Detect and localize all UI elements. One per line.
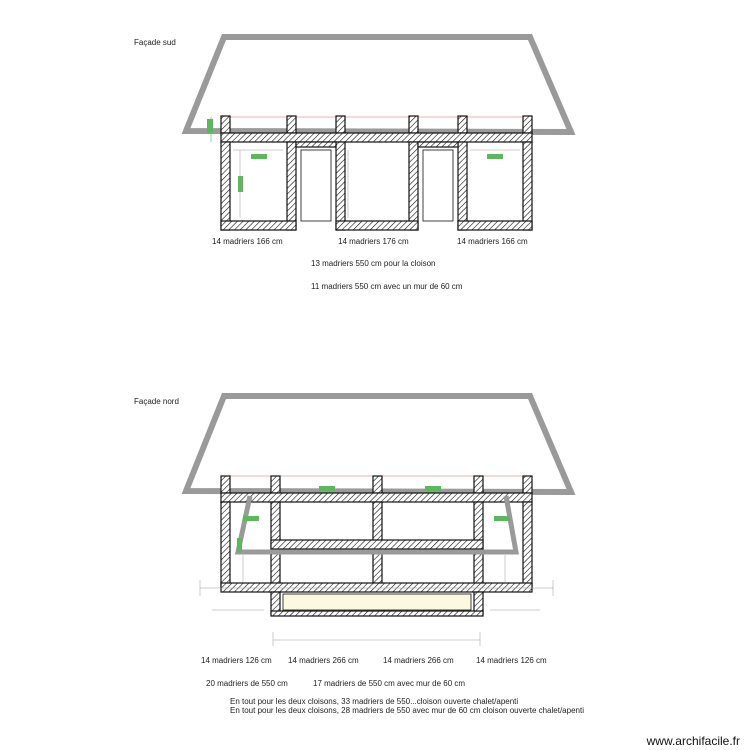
- south-openings: [301, 150, 453, 221]
- north-total-2: En tout pour les deux cloisons, 28 madriers de 550 avec mur de 60 cm cloison ouverte chalet/apenti: [230, 706, 584, 715]
- north-floor-area: [283, 594, 471, 610]
- north-title: Façade nord: [134, 397, 179, 406]
- south-note-2: 11 madriers 550 cm avec un mur de 60 cm: [311, 282, 463, 291]
- south-label-right: 14 madriers 166 cm: [457, 237, 528, 246]
- north-label-4: 14 madriers 126 cm: [476, 656, 547, 665]
- north-label-3: 14 madriers 266 cm: [383, 656, 454, 665]
- south-label-left: 14 madriers 166 cm: [212, 237, 283, 246]
- south-roof: [186, 37, 571, 132]
- south-facade: [186, 37, 571, 230]
- north-note-2: 17 madriers de 550 cm avec mur de 60 cm: [313, 679, 466, 688]
- north-label-2: 14 madriers 266 cm: [288, 656, 359, 665]
- south-title: Façade sud: [134, 38, 176, 47]
- south-note-1: 13 madriers 550 cm pour la cloison: [311, 259, 436, 268]
- north-note-1: 20 madriers de 550 cm: [206, 679, 288, 688]
- south-label-center: 14 madriers 176 cm: [338, 237, 409, 246]
- north-facade: [186, 396, 571, 646]
- north-total-1: En tout pour les deux cloisons, 33 madriers de 550...cloison ouverte chalet/apenti: [230, 697, 519, 706]
- watermark: www.archifacile.fr: [646, 734, 740, 748]
- north-label-1: 14 madriers 126 cm: [201, 656, 272, 665]
- south-walls: [221, 116, 532, 230]
